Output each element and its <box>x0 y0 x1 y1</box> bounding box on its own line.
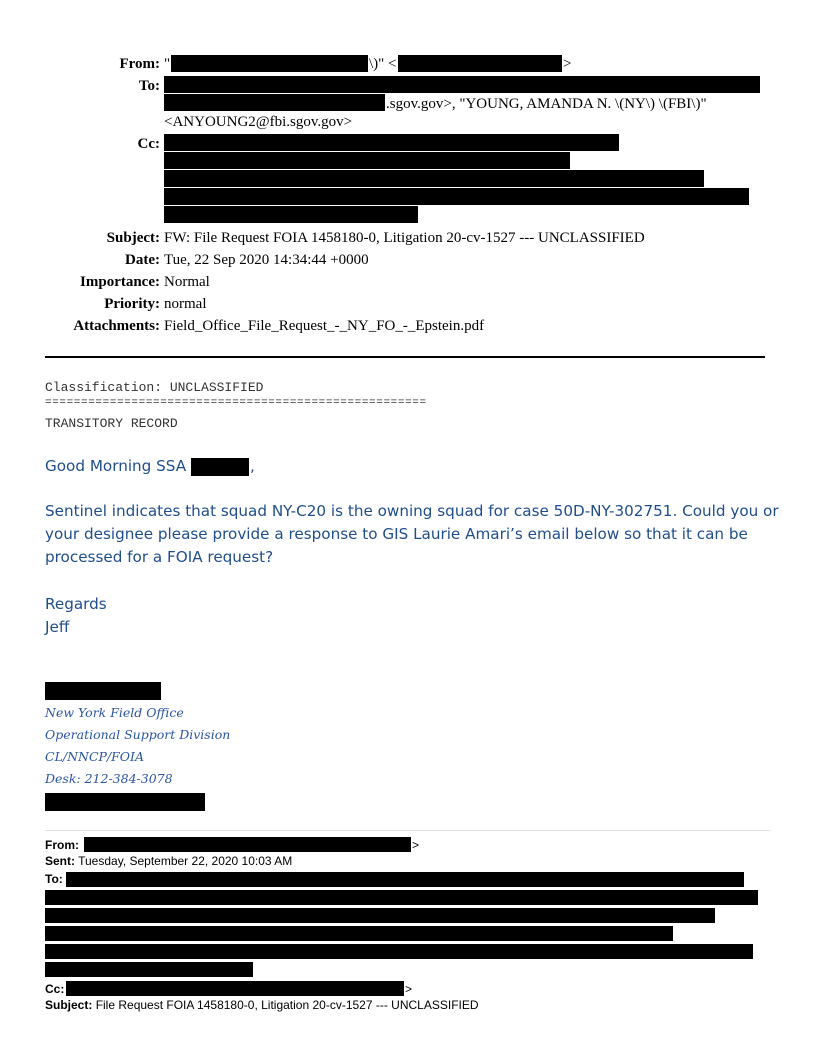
fw-sent-value: Tuesday, September 22, 2020 10:03 AM <box>78 854 293 868</box>
priority-value: normal <box>164 296 207 312</box>
fw-to-row <box>45 871 63 887</box>
date-label: Date: <box>125 252 160 268</box>
fw-sent-label: Sent: <box>45 854 75 868</box>
redaction-box <box>45 944 753 959</box>
signature-desk: Desk: 212-384-3078 <box>45 771 173 786</box>
fw-from-row <box>45 837 79 853</box>
redaction-box <box>84 837 411 852</box>
regards: Regards <box>45 595 107 613</box>
fw-to-label: To: <box>45 872 63 886</box>
greeting-comma: , <box>250 457 255 475</box>
redaction-box <box>66 981 404 996</box>
cc-label: Cc: <box>137 136 160 152</box>
sender-name: Jeff <box>45 618 70 636</box>
header-divider <box>45 356 765 358</box>
redaction-box <box>45 962 253 977</box>
priority-label: Priority: <box>104 296 160 312</box>
fw-subject-value: File Request FOIA 1458180-0, Litigation 20-cv-1527 --- UNCLASSIFIED <box>95 998 479 1012</box>
redaction-box <box>45 890 758 905</box>
body-paragraph: Sentinel indicates that squad NY-C20 is the owning squad for case 50D-NY-302751. Could you or your designee please provide a response to GIS Laurie Amari’s email below so that it can be processed for a FOIA request? <box>45 502 779 566</box>
subject-value: FW: File Request FOIA 1458180-0, Litigation 20-cv-1527 --- UNCLASSIFIED <box>164 230 645 246</box>
to-label: To: <box>138 78 160 94</box>
signature-unit: CL/NNCP/FOIA <box>45 749 145 764</box>
redaction-box <box>398 55 562 72</box>
transitory-record: TRANSITORY RECORD <box>45 416 178 431</box>
redaction-box <box>164 152 570 169</box>
classification-separator: ===================================================== <box>45 397 427 409</box>
redaction-box <box>164 188 749 205</box>
from-value-close: > <box>563 56 572 72</box>
fw-subject-row <box>45 997 479 1013</box>
subject-label: Subject: <box>106 230 160 246</box>
classification-line: Classification: UNCLASSIFIED <box>45 380 264 395</box>
redaction-box <box>45 908 715 923</box>
greeting: Good Morning SSA <box>45 457 187 475</box>
to-value-line3: <ANYOUNG2@fbi.sgov.gov> <box>164 114 353 130</box>
to-value-line2: .sgov.gov>, "YOUNG, AMANDA N. \(NY\) \(FBI\)" <box>386 96 707 112</box>
redaction-box <box>191 458 249 476</box>
redaction-box <box>164 170 704 187</box>
redaction-box <box>164 134 619 151</box>
redaction-box <box>164 94 385 111</box>
fw-cc-label: Cc: <box>45 982 65 996</box>
fw-from-suffix: > <box>412 838 420 852</box>
date-value: Tue, 22 Sep 2020 14:34:44 +0000 <box>164 252 369 268</box>
redaction-box <box>45 926 673 941</box>
fw-cc-suffix: > <box>405 982 413 996</box>
importance-label: Importance: <box>80 274 160 290</box>
redaction-box <box>45 682 161 700</box>
from-label: From: <box>119 56 160 72</box>
from-value-mid: \)" < <box>369 56 397 72</box>
attachments-value[interactable]: Field_Office_File_Request_-_NY_FO_-_Epstein.pdf <box>164 318 485 334</box>
fw-from-label: From: <box>45 838 79 852</box>
redaction-box <box>164 76 760 93</box>
signature-division: Operational Support Division <box>45 727 231 742</box>
signature-office: New York Field Office <box>45 705 184 720</box>
redaction-box <box>45 793 205 811</box>
redaction-box <box>164 206 418 223</box>
redaction-box <box>171 55 368 72</box>
from-value-open-quote: " <box>164 56 171 72</box>
importance-value: Normal <box>164 274 210 290</box>
forward-divider <box>45 830 770 831</box>
attachments-label: Attachments: <box>73 318 160 334</box>
fw-subject-label: Subject: <box>45 998 93 1012</box>
fw-sent-row <box>45 853 292 869</box>
redaction-box <box>66 872 744 887</box>
fw-cc-row <box>45 981 64 997</box>
